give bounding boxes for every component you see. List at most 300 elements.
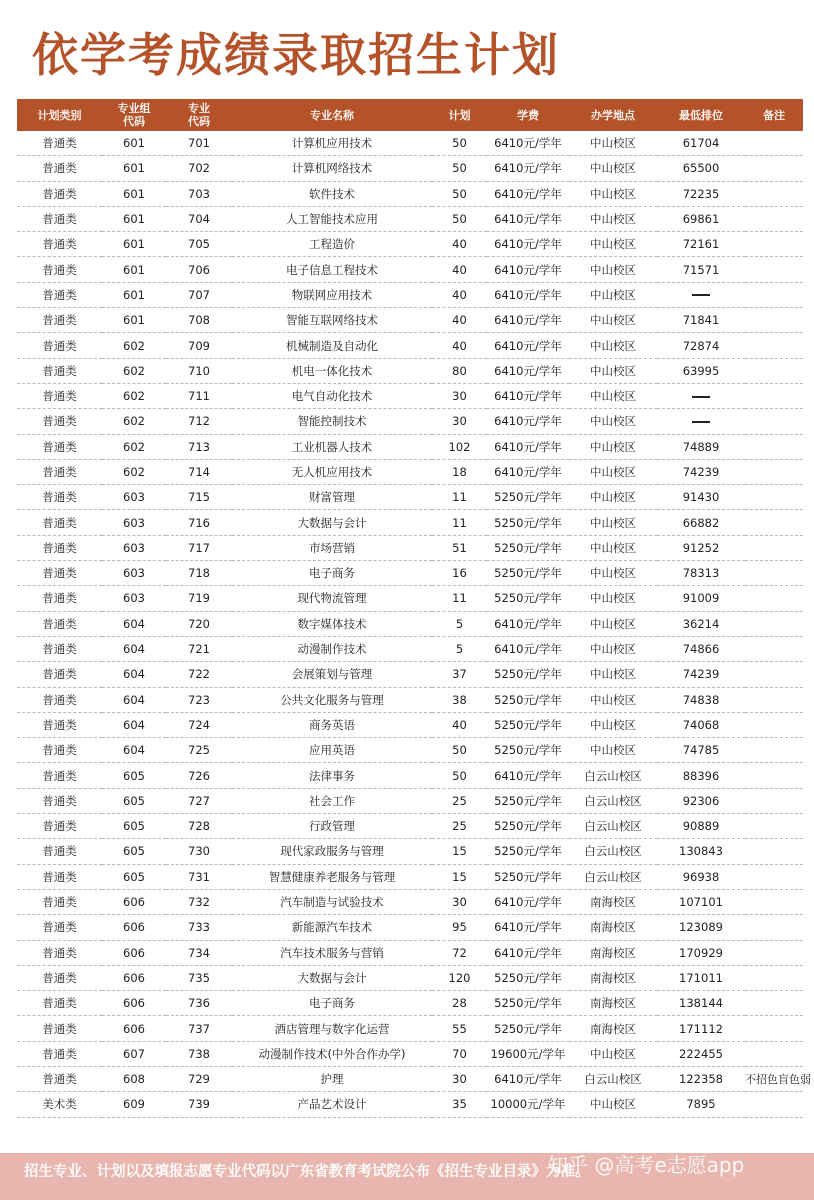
plan-count-cell: 40	[432, 333, 487, 358]
tuition-cell: 6410元/学年	[487, 434, 569, 459]
tuition-cell: 6410元/学年	[487, 940, 569, 965]
group-code-cell: 607	[102, 1041, 166, 1066]
major-code-cell: 709	[166, 333, 232, 358]
tuition-cell: 6410元/学年	[487, 282, 569, 307]
major-name-cell: 工程造价	[232, 232, 432, 257]
min-rank-cell: 122358	[657, 1066, 745, 1091]
plan-count-cell: 16	[432, 561, 487, 586]
plan-count-cell: 38	[432, 687, 487, 712]
remarks-cell	[745, 940, 803, 965]
table-row	[17, 788, 803, 813]
major-code-cell: 733	[166, 915, 232, 940]
campus-cell: 南海校区	[569, 1016, 657, 1041]
tuition-cell: 10000元/学年	[487, 1092, 569, 1117]
min-rank-cell: 171112	[657, 1016, 745, 1041]
major-name-cell: 无人机应用技术	[232, 459, 432, 484]
remarks-cell	[745, 333, 803, 358]
remarks-cell	[745, 636, 803, 661]
campus-cell: 白云山校区	[569, 1066, 657, 1091]
group-code-cell: 604	[102, 738, 166, 763]
campus-cell: 中山校区	[569, 181, 657, 206]
plan-count-cell: 50	[432, 738, 487, 763]
table-row	[17, 586, 803, 611]
major-code-cell: 728	[166, 814, 232, 839]
remarks-cell	[745, 485, 803, 510]
group-code-cell: 603	[102, 485, 166, 510]
remarks-cell	[745, 687, 803, 712]
major-code-cell: 702	[166, 156, 232, 181]
campus-cell: 中山校区	[569, 687, 657, 712]
remarks-cell	[745, 1041, 803, 1066]
plan-count-cell: 40	[432, 232, 487, 257]
tuition-cell: 5250元/学年	[487, 561, 569, 586]
plan-count-cell: 40	[432, 308, 487, 333]
plan-category-cell: 普通类	[17, 181, 102, 206]
major-code-cell: 701	[166, 131, 232, 156]
table-row	[17, 333, 803, 358]
major-code-cell: 736	[166, 991, 232, 1016]
group-code-cell: 601	[102, 156, 166, 181]
min-rank-cell: 88396	[657, 763, 745, 788]
major-name-cell: 护理	[232, 1066, 432, 1091]
group-code-cell: 604	[102, 712, 166, 737]
group-code-cell: 602	[102, 358, 166, 383]
campus-cell: 中山校区	[569, 156, 657, 181]
plan-category-cell: 普通类	[17, 232, 102, 257]
major-code-cell: 731	[166, 864, 232, 889]
tuition-cell: 5250元/学年	[487, 991, 569, 1016]
remarks-cell	[745, 181, 803, 206]
remarks-cell	[745, 510, 803, 535]
major-name-cell: 物联网应用技术	[232, 282, 432, 307]
tuition-cell: 5250元/学年	[487, 510, 569, 535]
plan-count-cell: 72	[432, 940, 487, 965]
table-row	[17, 459, 803, 484]
major-name-cell: 数字媒体技术	[232, 611, 432, 636]
campus-cell: 南海校区	[569, 889, 657, 914]
plan-count-cell: 95	[432, 915, 487, 940]
plan-count-cell: 35	[432, 1092, 487, 1117]
min-rank-cell: 90889	[657, 814, 745, 839]
table-row	[17, 510, 803, 535]
remarks-cell	[745, 788, 803, 813]
tuition-cell: 6410元/学年	[487, 358, 569, 383]
table-row	[17, 232, 803, 257]
group-code-cell: 601	[102, 206, 166, 231]
campus-cell: 中山校区	[569, 358, 657, 383]
min-rank-cell: 222455	[657, 1041, 745, 1066]
tuition-cell: 6410元/学年	[487, 611, 569, 636]
plan-category-cell: 普通类	[17, 459, 102, 484]
tuition-cell: 6410元/学年	[487, 383, 569, 408]
plan-count-cell: 28	[432, 991, 487, 1016]
campus-cell: 中山校区	[569, 409, 657, 434]
major-name-cell: 智能控制技术	[232, 409, 432, 434]
major-name-cell: 电气自动化技术	[232, 383, 432, 408]
campus-cell: 南海校区	[569, 915, 657, 940]
min-rank-cell	[657, 282, 745, 307]
plan-category-cell: 普通类	[17, 257, 102, 282]
major-code-cell: 720	[166, 611, 232, 636]
plan-category-cell: 普通类	[17, 611, 102, 636]
plan-count-cell: 5	[432, 611, 487, 636]
plan-category-cell: 普通类	[17, 206, 102, 231]
major-code-cell: 734	[166, 940, 232, 965]
group-code-cell: 601	[102, 131, 166, 156]
major-name-cell: 行政管理	[232, 814, 432, 839]
table-row	[17, 131, 803, 156]
major-name-cell: 计算机网络技术	[232, 156, 432, 181]
plan-category-cell: 普通类	[17, 889, 102, 914]
plan-category-cell: 普通类	[17, 156, 102, 181]
major-code-cell: 716	[166, 510, 232, 535]
plan-category-cell: 普通类	[17, 991, 102, 1016]
major-code-cell: 707	[166, 282, 232, 307]
min-rank-cell: 74239	[657, 459, 745, 484]
tuition-cell: 6410元/学年	[487, 308, 569, 333]
min-rank-cell: 92306	[657, 788, 745, 813]
major-name-cell: 社会工作	[232, 788, 432, 813]
group-code-cell: 601	[102, 308, 166, 333]
plan-category-cell: 普通类	[17, 965, 102, 990]
campus-cell: 中山校区	[569, 510, 657, 535]
min-rank-cell: 74239	[657, 662, 745, 687]
campus-cell: 中山校区	[569, 232, 657, 257]
table-row	[17, 156, 803, 181]
campus-cell: 南海校区	[569, 940, 657, 965]
remarks-cell	[745, 991, 803, 1016]
source-watermark: 知乎 @高考e志愿app	[548, 1153, 745, 1177]
major-name-cell: 会展策划与管理	[232, 662, 432, 687]
table-header-row	[17, 99, 803, 131]
major-code-cell: 713	[166, 434, 232, 459]
group-code-cell: 605	[102, 864, 166, 889]
plan-category-cell: 普通类	[17, 561, 102, 586]
page-title: 依学考成绩录取招生计划	[32, 28, 560, 82]
header-remarks: 备注	[745, 99, 803, 131]
plan-count-cell: 11	[432, 586, 487, 611]
min-rank-cell: 61704	[657, 131, 745, 156]
plan-count-cell: 11	[432, 485, 487, 510]
remarks-cell	[745, 1092, 803, 1117]
tuition-cell: 5250元/学年	[487, 965, 569, 990]
tuition-cell: 5250元/学年	[487, 864, 569, 889]
table-row	[17, 282, 803, 307]
min-rank-cell: 74838	[657, 687, 745, 712]
remarks-cell	[745, 662, 803, 687]
min-rank-cell: 91430	[657, 485, 745, 510]
group-code-cell: 601	[102, 181, 166, 206]
tuition-cell: 5250元/学年	[487, 485, 569, 510]
remarks-cell	[745, 839, 803, 864]
tuition-cell: 6410元/学年	[487, 257, 569, 282]
remarks-cell	[745, 1016, 803, 1041]
plan-count-cell: 25	[432, 814, 487, 839]
plan-count-cell: 55	[432, 1016, 487, 1041]
remarks-cell	[745, 763, 803, 788]
table-row	[17, 814, 803, 839]
min-rank-cell: 171011	[657, 965, 745, 990]
min-rank-cell: 96938	[657, 864, 745, 889]
min-rank-cell: 72235	[657, 181, 745, 206]
remarks-cell	[745, 156, 803, 181]
plan-count-cell: 30	[432, 1066, 487, 1091]
major-name-cell: 汽车制造与试验技术	[232, 889, 432, 914]
major-code-cell: 725	[166, 738, 232, 763]
plan-category-cell: 普通类	[17, 308, 102, 333]
min-rank-cell: 71841	[657, 308, 745, 333]
min-rank-cell: 138144	[657, 991, 745, 1016]
tuition-cell: 6410元/学年	[487, 409, 569, 434]
table-row	[17, 738, 803, 763]
group-code-cell: 603	[102, 510, 166, 535]
remarks-cell	[745, 282, 803, 307]
campus-cell: 中山校区	[569, 535, 657, 560]
plan-count-cell: 120	[432, 965, 487, 990]
plan-category-cell: 普通类	[17, 814, 102, 839]
table-row	[17, 206, 803, 231]
tuition-cell: 6410元/学年	[487, 232, 569, 257]
group-code-cell: 602	[102, 434, 166, 459]
remarks-cell	[745, 409, 803, 434]
major-name-cell: 人工智能技术应用	[232, 206, 432, 231]
group-code-cell: 606	[102, 991, 166, 1016]
header-group-code: 专业组 代码	[102, 99, 166, 131]
header-plan-category: 计划类别	[17, 99, 102, 131]
header-min-rank: 最低排位	[657, 99, 745, 131]
major-code-cell: 711	[166, 383, 232, 408]
tuition-cell: 6410元/学年	[487, 889, 569, 914]
group-code-cell: 603	[102, 535, 166, 560]
table-row	[17, 965, 803, 990]
major-name-cell: 电子信息工程技术	[232, 257, 432, 282]
campus-cell: 中山校区	[569, 434, 657, 459]
major-name-cell: 智能互联网络技术	[232, 308, 432, 333]
campus-cell: 中山校区	[569, 611, 657, 636]
tuition-cell: 19600元/学年	[487, 1041, 569, 1066]
campus-cell: 中山校区	[569, 459, 657, 484]
min-rank-cell: 72161	[657, 232, 745, 257]
group-code-cell: 608	[102, 1066, 166, 1091]
remarks-cell	[745, 131, 803, 156]
header-campus: 办学地点	[569, 99, 657, 131]
remarks-cell	[745, 965, 803, 990]
plan-category-cell: 普通类	[17, 535, 102, 560]
major-code-cell: 703	[166, 181, 232, 206]
min-rank-cell: 74785	[657, 738, 745, 763]
group-code-cell: 603	[102, 586, 166, 611]
major-name-cell: 软件技术	[232, 181, 432, 206]
major-name-cell: 大数据与会计	[232, 510, 432, 535]
major-name-cell: 应用英语	[232, 738, 432, 763]
plan-count-cell: 50	[432, 763, 487, 788]
campus-cell: 中山校区	[569, 485, 657, 510]
remarks-cell	[745, 459, 803, 484]
plan-category-cell: 普通类	[17, 940, 102, 965]
remarks-cell	[745, 434, 803, 459]
table-row	[17, 889, 803, 914]
header-plan-count: 计划	[432, 99, 487, 131]
remarks-cell	[745, 383, 803, 408]
min-rank-cell: 74068	[657, 712, 745, 737]
plan-category-cell: 普通类	[17, 687, 102, 712]
table-row	[17, 485, 803, 510]
plan-count-cell: 15	[432, 864, 487, 889]
tuition-cell: 6410元/学年	[487, 636, 569, 661]
min-rank-cell: 170929	[657, 940, 745, 965]
major-code-cell: 739	[166, 1092, 232, 1117]
major-code-cell: 724	[166, 712, 232, 737]
tuition-cell: 6410元/学年	[487, 333, 569, 358]
remarks-cell	[745, 712, 803, 737]
campus-cell: 中山校区	[569, 1092, 657, 1117]
header-major-code: 专业 代码	[166, 99, 232, 131]
table-row	[17, 257, 803, 282]
table-row	[17, 662, 803, 687]
campus-cell: 中山校区	[569, 257, 657, 282]
major-name-cell: 机械制造及自动化	[232, 333, 432, 358]
remarks-cell	[745, 586, 803, 611]
major-code-cell: 729	[166, 1066, 232, 1091]
min-rank-cell: 7895	[657, 1092, 745, 1117]
plan-count-cell: 40	[432, 257, 487, 282]
plan-category-cell: 普通类	[17, 1066, 102, 1091]
table-row	[17, 181, 803, 206]
no-data-dash	[692, 396, 710, 398]
major-code-cell: 710	[166, 358, 232, 383]
remarks-cell	[745, 561, 803, 586]
plan-category-cell: 普通类	[17, 333, 102, 358]
campus-cell: 中山校区	[569, 586, 657, 611]
tuition-cell: 6410元/学年	[487, 156, 569, 181]
remarks-cell	[745, 308, 803, 333]
major-code-cell: 727	[166, 788, 232, 813]
major-name-cell: 财富管理	[232, 485, 432, 510]
group-code-cell: 602	[102, 333, 166, 358]
plan-category-cell: 普通类	[17, 839, 102, 864]
plan-count-cell: 30	[432, 383, 487, 408]
major-name-cell: 大数据与会计	[232, 965, 432, 990]
header-major-name: 专业名称	[232, 99, 432, 131]
tuition-cell: 5250元/学年	[487, 788, 569, 813]
remarks-cell	[745, 232, 803, 257]
major-code-cell: 738	[166, 1041, 232, 1066]
major-code-cell: 706	[166, 257, 232, 282]
group-code-cell: 604	[102, 662, 166, 687]
campus-cell: 中山校区	[569, 636, 657, 661]
tuition-cell: 6410元/学年	[487, 1066, 569, 1091]
plan-category-cell: 普通类	[17, 409, 102, 434]
plan-category-cell: 普通类	[17, 1041, 102, 1066]
min-rank-cell: 71571	[657, 257, 745, 282]
remarks-cell	[745, 738, 803, 763]
group-code-cell: 605	[102, 763, 166, 788]
campus-cell: 白云山校区	[569, 788, 657, 813]
table-row	[17, 915, 803, 940]
major-name-cell: 电子商务	[232, 561, 432, 586]
group-code-cell: 605	[102, 814, 166, 839]
plan-category-cell: 普通类	[17, 358, 102, 383]
major-code-cell: 708	[166, 308, 232, 333]
group-code-cell: 605	[102, 839, 166, 864]
enrollment-plan-table	[17, 99, 811, 1118]
plan-category-cell: 普通类	[17, 510, 102, 535]
tuition-cell: 5250元/学年	[487, 687, 569, 712]
major-code-cell: 735	[166, 965, 232, 990]
campus-cell: 中山校区	[569, 738, 657, 763]
group-code-cell: 606	[102, 965, 166, 990]
table-row	[17, 1092, 803, 1117]
group-code-cell: 602	[102, 459, 166, 484]
table-row	[17, 991, 803, 1016]
plan-count-cell: 18	[432, 459, 487, 484]
campus-cell: 中山校区	[569, 333, 657, 358]
no-data-dash	[692, 421, 710, 423]
tuition-cell: 5250元/学年	[487, 814, 569, 839]
table-row	[17, 383, 803, 408]
table-row	[17, 712, 803, 737]
campus-cell: 中山校区	[569, 561, 657, 586]
major-name-cell: 动漫制作技术	[232, 636, 432, 661]
group-code-cell: 606	[102, 889, 166, 914]
major-name-cell: 动漫制作技术(中外合作办学)	[232, 1041, 432, 1066]
major-code-cell: 719	[166, 586, 232, 611]
remarks-cell	[745, 611, 803, 636]
remarks-cell	[745, 535, 803, 560]
major-name-cell: 市场营销	[232, 535, 432, 560]
group-code-cell: 609	[102, 1092, 166, 1117]
tuition-cell: 5250元/学年	[487, 662, 569, 687]
table-row	[17, 535, 803, 560]
major-name-cell: 公共文化服务与管理	[232, 687, 432, 712]
table-row	[17, 409, 803, 434]
min-rank-cell: 66882	[657, 510, 745, 535]
group-code-cell: 604	[102, 611, 166, 636]
plan-count-cell: 50	[432, 156, 487, 181]
major-name-cell: 汽车技术服务与营销	[232, 940, 432, 965]
plan-count-cell: 11	[432, 510, 487, 535]
table-row	[17, 561, 803, 586]
min-rank-cell: 78313	[657, 561, 745, 586]
major-name-cell: 计算机应用技术	[232, 131, 432, 156]
major-name-cell: 法律事务	[232, 763, 432, 788]
plan-category-cell: 普通类	[17, 282, 102, 307]
plan-count-cell: 37	[432, 662, 487, 687]
plan-count-cell: 40	[432, 282, 487, 307]
major-code-cell: 737	[166, 1016, 232, 1041]
plan-category-cell: 普通类	[17, 383, 102, 408]
table-row	[17, 308, 803, 333]
major-code-cell: 723	[166, 687, 232, 712]
plan-count-cell: 30	[432, 889, 487, 914]
major-name-cell: 现代物流管理	[232, 586, 432, 611]
tuition-cell: 5250元/学年	[487, 535, 569, 560]
plan-count-cell: 40	[432, 712, 487, 737]
major-code-cell: 721	[166, 636, 232, 661]
plan-category-cell: 普通类	[17, 864, 102, 889]
campus-cell: 中山校区	[569, 1041, 657, 1066]
table-row	[17, 1016, 803, 1041]
table-row	[17, 434, 803, 459]
tuition-cell: 5250元/学年	[487, 738, 569, 763]
major-code-cell: 714	[166, 459, 232, 484]
tuition-cell: 6410元/学年	[487, 181, 569, 206]
table-row	[17, 839, 803, 864]
plan-count-cell: 50	[432, 206, 487, 231]
major-name-cell: 智慧健康养老服务与管理	[232, 864, 432, 889]
min-rank-cell: 65500	[657, 156, 745, 181]
major-name-cell: 现代家政服务与管理	[232, 839, 432, 864]
